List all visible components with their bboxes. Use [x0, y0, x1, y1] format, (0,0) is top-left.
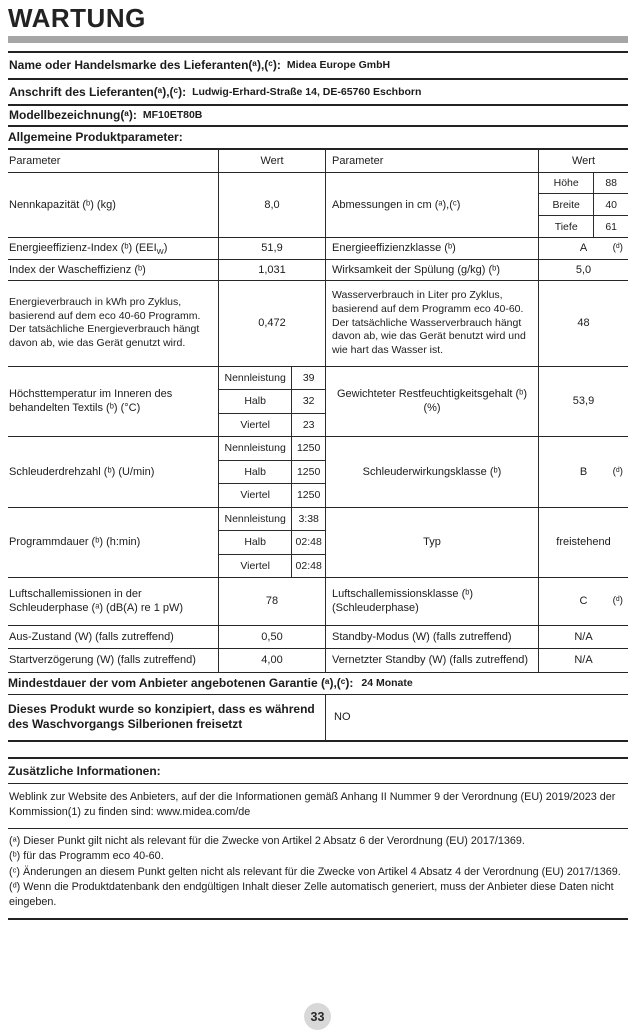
spin-value: 1250	[291, 437, 325, 460]
delay-start-row	[8, 649, 628, 673]
temperature-value: 32	[291, 390, 325, 413]
load-level-label: Nennleistung	[224, 512, 286, 525]
programme-duration-row	[8, 508, 628, 579]
spin-value: 1250	[291, 461, 325, 484]
product-parameters-table	[8, 150, 628, 742]
spin-class-value: B	[579, 465, 588, 478]
duration-value: 02:48	[291, 531, 325, 554]
energy-class-footnote-marker: (ᵈ)	[612, 242, 623, 254]
networked-standby-value: N/A	[538, 649, 628, 672]
silver-ions-value: NO	[325, 695, 628, 740]
eei-value: 51,9	[218, 238, 325, 259]
delay-start-value: 4,00	[218, 649, 325, 672]
eei-label-pre: Energieeffizienz-Index (ᵇ) (EEI	[9, 242, 157, 254]
footnotes-block	[8, 829, 628, 920]
type-label: Typ	[325, 508, 538, 578]
spin-half-row	[219, 461, 325, 485]
silver-ions-row	[8, 695, 628, 742]
load-level-label: Viertel	[240, 418, 270, 431]
standby-value: N/A	[538, 626, 628, 649]
load-level-label: Nennleistung	[224, 371, 286, 384]
noise-class-value: C	[579, 595, 588, 608]
footnote-d: (ᵈ) Wenn die Produktdatenbank den endgültigen Inhalt dieser Zelle automatisch generiert, muss der Anbieter diese Daten nicht eingeben.	[9, 880, 614, 909]
supplier-address-value: Ludwig-Erhard-Straße 14, DE-65760 Eschborn	[192, 85, 422, 98]
dimension-row-tiefe	[539, 216, 628, 237]
temperature-value: 23	[291, 414, 325, 437]
max-temperature-subtable	[218, 367, 325, 437]
dimensions-subtable	[538, 173, 628, 238]
footnote-a: (ᵃ) Dieser Punkt gilt nicht als relevant für die Zwecke von Artikel 2 Absatz 6 der Verordnung (EU) 2017/1369.	[9, 834, 525, 847]
temperature-value: 39	[291, 367, 325, 390]
off-mode-row	[8, 626, 628, 650]
spin-class-label: Schleuderwirkungsklasse (ᵇ)	[325, 437, 538, 507]
duration-value: 02:48	[291, 555, 325, 578]
eei-label	[8, 238, 218, 259]
page-title: WARTUNG	[8, 3, 146, 33]
noise-value: 78	[218, 578, 325, 625]
warranty-value: 24 Monate	[361, 677, 413, 690]
warranty-row	[8, 673, 628, 696]
spin-speed-label: Schleuderdrehzahl (ᵇ) (U/min)	[9, 465, 155, 478]
energy-consumption-label: Energieverbrauch in kWh pro Zyklus, basierend auf dem eco 40-60 Programm. Der tatsächliche Energieverbrauch hängt davon ab, wie das Gerät genutzt wird.	[9, 296, 201, 349]
duration-half-row	[219, 531, 325, 555]
wash-index-value: 1,031	[218, 260, 325, 281]
silver-ions-label: Dieses Produkt wurde so konzipiert, dass es während des Waschvorgangs Silberionen freisetzt	[8, 702, 315, 732]
eei-label-post: )	[163, 242, 168, 254]
rinse-effectiveness-label: Wirksamkeit der Spülung (g/kg) (ᵇ)	[325, 260, 538, 281]
model-value: MF10ET80B	[142, 109, 203, 122]
noise-class-label: Luftschallemissionsklasse (ᵇ) (Schleuderphase)	[325, 578, 538, 625]
load-level-label: Viertel	[240, 559, 270, 572]
eei-label-text	[9, 241, 167, 256]
table-header-row	[8, 150, 628, 173]
load-level-label: Halb	[244, 536, 266, 549]
energy-water-consumption-row	[8, 281, 628, 367]
model-row	[8, 106, 628, 127]
model-label: Modellbezeichnung(ᵃ):	[9, 108, 137, 123]
noise-label: Luftschallemissionen in der Schleuderphase (ᵃ) (dB(A) re 1 pW)	[9, 588, 184, 615]
weblink-text: Weblink zur Website des Anbieters, auf der die Informationen gemäß Anhang II Nummer 9 der Verordnung (EU) 2019/2023 der Kommission(1) zu finden sind:	[9, 790, 616, 819]
supplier-name-value: Midea Europe GmbH	[286, 59, 391, 72]
wash-index-row	[8, 260, 628, 282]
noise-row	[8, 578, 628, 626]
title-divider-bar	[8, 36, 628, 43]
supplier-address-label: Anschrift des Lieferanten(ᵃ),(ᶜ):	[9, 84, 187, 99]
header-wert-left: Wert	[218, 150, 325, 172]
footnote-c: (ᶜ) Änderungen an diesem Punkt gelten nicht als relevant für die Zwecke von Artikel 4 Absatz 4 der Verordnung (EU) 2017/1369.	[9, 865, 621, 878]
spin-class-value-cell	[538, 437, 628, 507]
noise-class-footnote-marker: (ᵈ)	[612, 595, 623, 607]
residual-moisture-label: Gewichteter Restfeuchtigkeitsgehalt (ᵇ) (%)	[325, 367, 538, 437]
header-wert-right: Wert	[538, 150, 628, 172]
energy-class-value-cell	[538, 238, 628, 259]
spin-speed-subtable	[218, 437, 325, 507]
page-number-container	[0, 1003, 635, 1030]
spin-value: 1250	[291, 484, 325, 507]
spin-speed-row	[8, 437, 628, 508]
general-parameters-heading: Allgemeine Produktparameter:	[8, 127, 628, 150]
duration-quarter-row	[219, 555, 325, 578]
supplier-info-table	[8, 51, 628, 127]
residual-moisture-value: 53,9	[538, 367, 628, 437]
programme-duration-label: Programmdauer (ᵇ) (h:min)	[9, 536, 141, 549]
load-level-label: Nennleistung	[224, 442, 286, 455]
programme-duration-subtable	[218, 508, 325, 578]
load-level-label: Halb	[244, 395, 266, 408]
energy-efficiency-row	[8, 238, 628, 260]
wash-index-label: Index der Wascheffizienz (ᵇ)	[9, 263, 146, 276]
spin-quarter-row	[219, 484, 325, 507]
dimension-name: Tiefe	[554, 220, 578, 233]
networked-standby-label: Vernetzter Standby (W) (falls zutreffend)	[325, 649, 538, 672]
footnote-b: (ᵇ) für das Programm eco 40-60.	[9, 850, 164, 863]
standby-label: Standby-Modus (W) (falls zutreffend)	[325, 626, 538, 649]
duration-rated-row	[219, 508, 325, 532]
capacity-dimensions-row	[8, 173, 628, 239]
noise-class-value-cell	[538, 578, 628, 625]
dimension-name: Breite	[552, 198, 580, 211]
max-temperature-row	[8, 367, 628, 438]
header-parameter-left: Parameter	[9, 154, 61, 167]
dimension-name: Höhe	[553, 177, 579, 189]
off-mode-label: Aus-Zustand (W) (falls zutreffend)	[9, 630, 174, 643]
capacity-value: 8,0	[218, 173, 325, 238]
energy-class-label: Energieeffizienzklasse (ᵇ)	[325, 238, 538, 259]
supplier-address-row	[8, 80, 628, 106]
weblink-paragraph	[8, 784, 628, 829]
water-consumption-value: 48	[538, 281, 628, 366]
supplier-name-label: Name oder Handelsmarke des Lieferanten(ᵃ),(ᶜ):	[9, 58, 281, 73]
temperature-rated-row	[219, 367, 325, 391]
dimensions-label: Abmessungen in cm (ᵃ),(ᶜ)	[325, 173, 538, 238]
rinse-effectiveness-value: 5,0	[538, 260, 628, 281]
eei-label-subscript: W	[156, 247, 164, 257]
spin-class-footnote-marker: (ᵈ)	[612, 466, 623, 478]
type-value: freistehend	[538, 508, 628, 578]
load-level-label: Viertel	[240, 489, 270, 502]
page-number-badge: 33	[304, 1003, 331, 1030]
dimension-row-breite	[539, 194, 628, 216]
header-parameter-right: Parameter	[325, 150, 538, 172]
duration-value: 3:38	[291, 508, 325, 531]
weblink-url: www.midea.com/de	[156, 806, 251, 819]
spin-rated-row	[219, 437, 325, 461]
load-level-label: Halb	[244, 465, 266, 478]
warranty-label: Mindestdauer der vom Anbieter angebotenen Garantie (ᵃ),(ᶜ):	[8, 676, 354, 691]
temperature-half-row	[219, 390, 325, 414]
dimension-value: 40	[593, 194, 628, 215]
dimension-value: 61	[593, 216, 628, 237]
temperature-quarter-row	[219, 414, 325, 437]
additional-information-heading: Zusätzliche Informationen:	[8, 759, 628, 784]
capacity-label: Nennkapazität (ᵇ) (kg)	[9, 198, 116, 211]
dimension-row-hoehe	[539, 173, 628, 195]
energy-class-value: A	[579, 242, 588, 255]
energy-consumption-value: 0,472	[218, 281, 325, 366]
off-mode-value: 0,50	[218, 626, 325, 649]
dimension-value: 88	[593, 173, 628, 194]
additional-information-section	[8, 757, 628, 920]
max-temperature-label: Höchsttemperatur im Inneren des behandelten Textils (ᵇ) (°C)	[9, 388, 173, 415]
supplier-name-row	[8, 53, 628, 80]
delay-start-label: Startverzögerung (W) (falls zutreffend)	[9, 654, 196, 667]
water-consumption-label: Wasserverbrauch in Liter pro Zyklus, basierend auf dem Programm eco 40-60. Der tatsächliche Wasserverbrauch hängt davon ab, wie das Gerät benutzt wird und wie hart das Wasser ist.	[325, 281, 538, 366]
